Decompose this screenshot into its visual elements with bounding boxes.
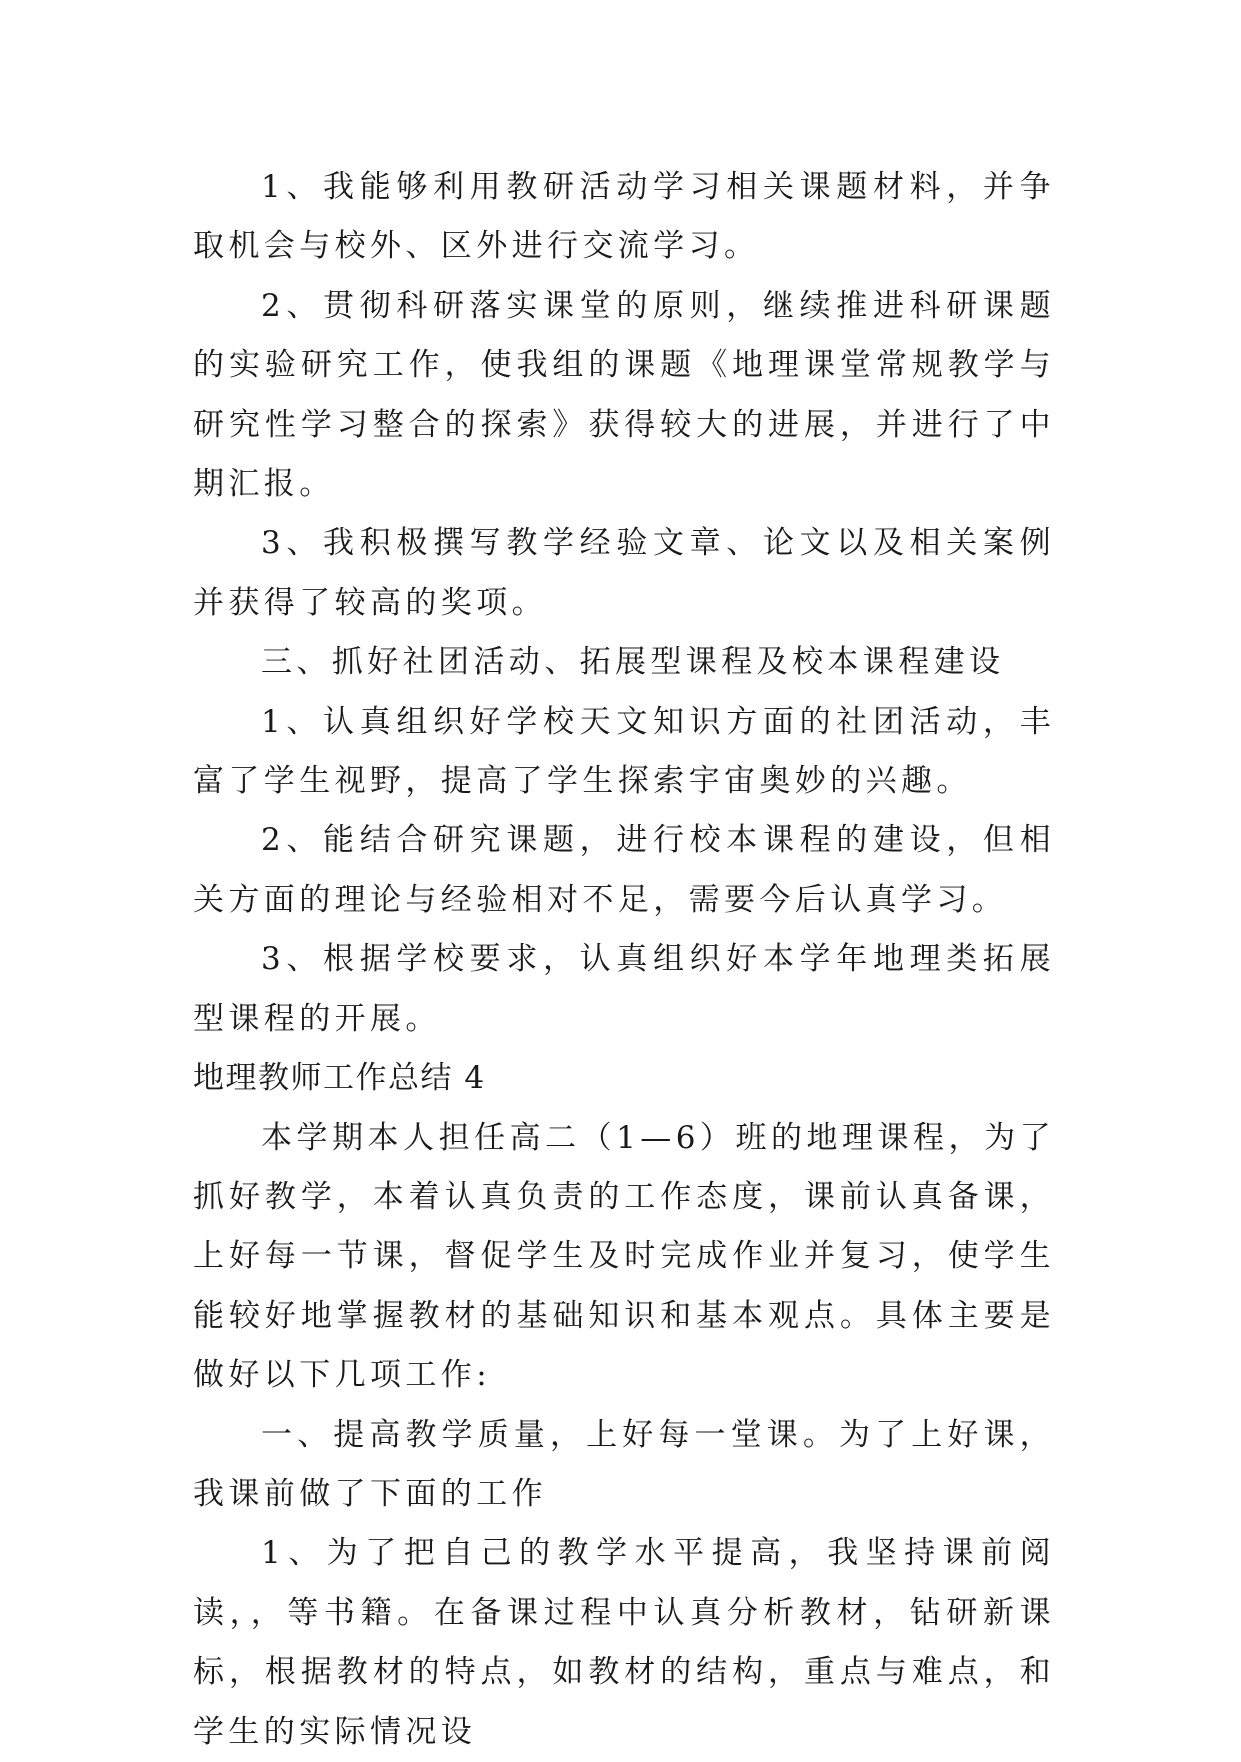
paragraph: 3、根据学校要求，认真组织好本学年地理类拓展型课程的开展。: [193, 941, 1055, 1037]
document-title: 地理教师工作总结 4: [193, 1060, 486, 1097]
section-heading: 三、抓好社团活动、拓展型课程及校本课程建设: [261, 644, 1005, 681]
paragraph: 1、为了把自己的教学水平提高，我坚持课前阅读，，等书籍。在备课过程中认真分析教材，钻研新课标，根据教材的特点，如教材的结构，重点与难点，和学生的实际情况设: [193, 1535, 1055, 1750]
paragraph: 本学期本人担任高二（1—6）班的地理课程，为了抓好教学，本着认真负责的工作态度，课前认真备课，上好每一节课，督促学生及时完成作业并复习，使学生能较好地掌握教材的基础知识和基本观点。具体主要是做好以下几项工作:: [193, 1119, 1055, 1394]
paragraph: 1、认真组织好学校天文知识方面的社团活动，丰富了学生视野，提高了学生探索宇宙奥妙的兴趣。: [193, 703, 1055, 800]
paragraph: 2、贯彻科研落实课堂的原则，继续推进科研课题的实验研究工作，使我组的课题《地理课堂常规教学与研究性学习整合的探索》获得较大的进展，并进行了中期汇报。: [193, 287, 1055, 503]
document-body: [193, 158, 1055, 1762]
paragraph: 3、我积极撰写教学经验文章、论文以及相关案例并获得了较高的奖项。: [193, 525, 1055, 621]
paragraph: 2、能结合研究课题，进行校本课程的建设，但相关方面的理论与经验相对不足，需要今后认真学习。: [193, 822, 1055, 918]
paragraph: 1、我能够利用教研活动学习相关课题材料，并争取机会与校外、区外进行交流学习。: [193, 169, 1055, 265]
section-heading: 一、提高教学质量，上好每一堂课。为了上好课，我课前做了下面的工作: [193, 1416, 1055, 1512]
